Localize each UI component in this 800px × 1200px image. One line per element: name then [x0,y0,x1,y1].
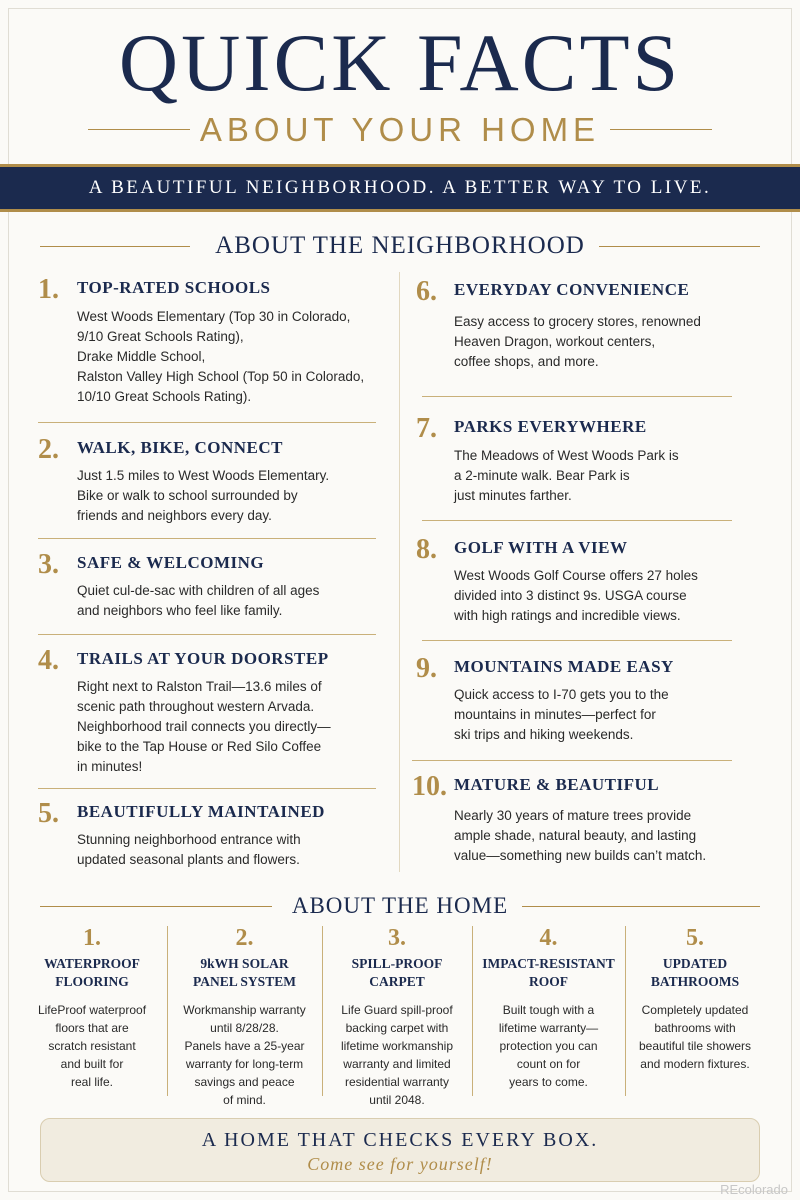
column-separator [625,926,626,1096]
divider [422,640,732,641]
fact-line: West Woods Golf Course offers 27 holes [454,568,698,583]
fact-item [38,274,383,414]
home-feature-title-line: PANEL SYSTEM [193,974,296,989]
home-feature-number: 2. [235,925,254,951]
fact-title: EVERYDAY CONVENIENCE [454,280,690,299]
fact-line: Right next to Ralston Trail—13.6 miles of [77,679,322,694]
home-feature-title-line: 9kWH SOLAR [200,956,289,971]
home-feature-line: residential warranty [344,1075,450,1089]
fact-body [454,806,706,866]
fact-line: 10/10 Great Schools Rating). [77,389,252,404]
fact-body [454,685,669,745]
home-heading-row [0,890,800,922]
fact-line: bike to the Tap House or Red Silo Coffee [77,739,322,754]
home-feature-line: Completely updated [641,1003,749,1017]
tagline-banner: A BEAUTIFUL NEIGHBORHOOD. A BETTER WAY TO LIVE. [0,164,800,212]
home-heading: ABOUT THE HOME [278,890,522,922]
fact-line: Just 1.5 miles to West Woods Elementary. [77,468,330,483]
fact-line: in minutes! [77,759,143,774]
fact-body [77,581,319,621]
fact-title: WALK, BIKE, CONNECT [77,438,283,457]
fact-title: SAFE & WELCOMING [77,553,265,572]
home-feature-line: scratch resistant [48,1039,136,1053]
fact-title: TOP-RATED SCHOOLS [77,278,271,297]
fact-line: Heaven Dragon, workout centers, [454,334,656,349]
home-feature-title-line: UPDATED [662,956,728,971]
divider [38,788,376,789]
home-feature-title [476,955,621,991]
home-feature-number: 4. [539,925,558,951]
fact-title: BEAUTIFULLY MAINTAINED [77,802,325,821]
fact-title: PARKS EVERYWHERE [454,417,647,436]
fact-item [412,771,762,871]
home-feature-line: floors that are [55,1021,129,1035]
fact-line: friends and neighbors every day. [77,508,272,523]
fact-line: Easy access to grocery stores, renowned [454,314,701,329]
fact-body [77,307,364,407]
home-feature-title-line: WATERPROOF [44,956,140,971]
fact-number: 7. [416,413,437,444]
fact-body [77,466,329,526]
home-feature-number: 3. [388,925,406,951]
home-feature-line: and built for [60,1057,124,1071]
fact-line: divided into 3 distinct 9s. USGA course [454,588,687,603]
home-feature-line: warranty and limited [343,1057,451,1071]
fact-line: Stunning neighborhood entrance with [77,832,301,847]
fact-number: 5. [38,798,59,829]
home-feature-title [28,955,156,991]
fact-number: 8. [416,534,437,565]
fact-item [38,549,383,629]
page-subtitle: ABOUT YOUR HOME [199,111,601,148]
neighborhood-heading: ABOUT THE NEIGHBORHOOD [201,228,599,264]
home-feature [476,924,621,1102]
home-feature-line: lifetime workmanship [340,1039,454,1053]
fact-number: 9. [416,653,437,684]
fact-number: 10. [412,771,447,802]
home-feature-number: 5. [686,925,704,951]
home-feature-line: protection you can [499,1039,598,1053]
heading-rule-right [598,246,760,247]
home-feature-line: Built tough with a [502,1003,595,1017]
fact-line: scenic path throughout western Arvada. [77,699,315,714]
home-feature-line: and modern fixtures. [640,1057,750,1071]
column-separator [322,926,323,1096]
fact-line: Ralston Valley High School (Top 50 in Colorado, [77,369,365,384]
fact-item [416,653,761,753]
fact-line: ski trips and hiking weekends. [454,727,634,742]
cta-line-2: Come see for yourself! [307,1154,493,1174]
home-feature-title-line: IMPACT-RESISTANT [482,956,615,971]
home-feature-body [630,1001,760,1073]
fact-item [416,534,761,634]
fact-body [454,446,679,506]
fact-body [454,566,698,626]
home-feature-title-line: ROOF [529,974,568,989]
home-feature-body [476,1001,621,1091]
fact-body [77,677,331,777]
fact-body [77,830,301,870]
fact-line: value—something new builds can’t match. [454,848,707,863]
subtitle-row [0,108,800,152]
home-feature-line: backing carpet with [345,1021,449,1035]
home-feature-title-line: FLOORING [55,974,129,989]
fact-line: with high ratings and incredible views. [454,608,681,623]
fact-item [38,434,383,534]
home-feature-line: bathrooms with [654,1021,736,1035]
home-feature-line: Life Guard spill-proof [341,1003,453,1017]
home-feature-title [630,955,760,991]
divider [412,760,732,761]
fact-line: a 2-minute walk. Bear Park is [454,468,630,483]
column-separator [472,926,473,1096]
home-feature-line: beautiful tile showers [638,1039,752,1053]
home-feature-line: LifeProof waterproof [37,1003,147,1017]
home-feature-body [172,1001,317,1109]
fact-line: coffee shops, and more. [454,354,599,369]
column-separator [399,272,400,872]
fact-line: Quick access to I-70 gets you to the [454,687,669,702]
heading-rule-right [522,906,760,907]
fact-item [38,645,383,785]
heading-rule-left [40,246,190,247]
divider [38,422,376,423]
home-feature [630,924,760,1102]
home-feature-title-line: CARPET [369,974,425,989]
cta-box [40,1118,760,1182]
home-feature-number: 1. [83,925,101,951]
fact-line: The Meadows of West Woods Park is [454,448,679,463]
fact-title: TRAILS AT YOUR DOORSTEP [77,649,329,668]
fact-item [416,413,761,513]
fact-item [416,276,761,386]
fact-number: 4. [38,645,59,676]
fact-line: Drake Middle School, [77,349,206,364]
home-feature-line: warranty for long-term [185,1057,304,1071]
home-feature-line: until 8/28/28. [210,1021,279,1035]
fact-line: Bike or walk to school surrounded by [77,488,298,503]
watermark: REcolorado [720,1182,788,1197]
heading-rule-left [40,906,272,907]
fact-line: Nearly 30 years of mature trees provide [454,808,692,823]
fact-line: mountains in minutes—perfect for [454,707,656,722]
home-feature [327,924,467,1107]
fact-line: Neighborhood trail connects you directly— [77,719,331,734]
fact-title: GOLF WITH A VIEW [454,538,628,557]
home-feature-line: savings and peace [194,1075,295,1089]
home-feature-line: years to come. [509,1075,588,1089]
column-separator [167,926,168,1096]
fact-title: MOUNTAINS MADE EASY [454,657,674,676]
fact-number: 2. [38,434,59,465]
fact-number: 6. [416,276,437,307]
fact-line: and neighbors who feel like family. [77,603,283,618]
fact-line: ample shade, natural beauty, and lasting [454,828,697,843]
divider [422,520,732,521]
home-feature-line: until 2048. [369,1093,425,1107]
divider [38,634,376,635]
fact-line: just minutes farther. [454,488,572,503]
fact-line: updated seasonal plants and flowers. [77,852,300,867]
fact-line: Quiet cul-de-sac with children of all ages [77,583,320,598]
home-feature-body [28,1001,156,1091]
home-feature [28,924,156,1102]
cta-line-1: A HOME THAT CHECKS EVERY BOX. [201,1129,599,1151]
home-feature-line: real life. [70,1075,114,1089]
home-feature-title [172,955,317,991]
home-feature [172,924,317,1107]
home-feature-line: Workmanship warranty [183,1003,306,1017]
home-feature-line: Panels have a 25-year [184,1039,305,1053]
fact-title: MATURE & BEAUTIFUL [454,775,660,794]
divider [38,538,376,539]
home-feature-title-line: SPILL-PROOF [351,956,443,971]
fact-line: West Woods Elementary (Top 30 in Colorado, [77,309,351,324]
fact-number: 3. [38,549,59,580]
home-feature-line: of mind. [223,1093,266,1107]
fact-line: 9/10 Great Schools Rating), [77,329,244,344]
neighborhood-heading-row [0,228,800,264]
home-feature-line: count on for [516,1057,581,1071]
page-title: QUICK FACTS [118,17,682,108]
home-feature-body [327,1001,467,1109]
subtitle-rule-right [610,129,712,130]
fact-body [454,312,701,372]
fact-number: 1. [38,274,59,305]
home-feature-title [327,955,467,991]
home-feature-title-line: BATHROOMS [650,974,740,989]
fact-item [38,798,383,878]
home-feature-line: lifetime warranty— [498,1021,599,1035]
divider [422,396,732,397]
